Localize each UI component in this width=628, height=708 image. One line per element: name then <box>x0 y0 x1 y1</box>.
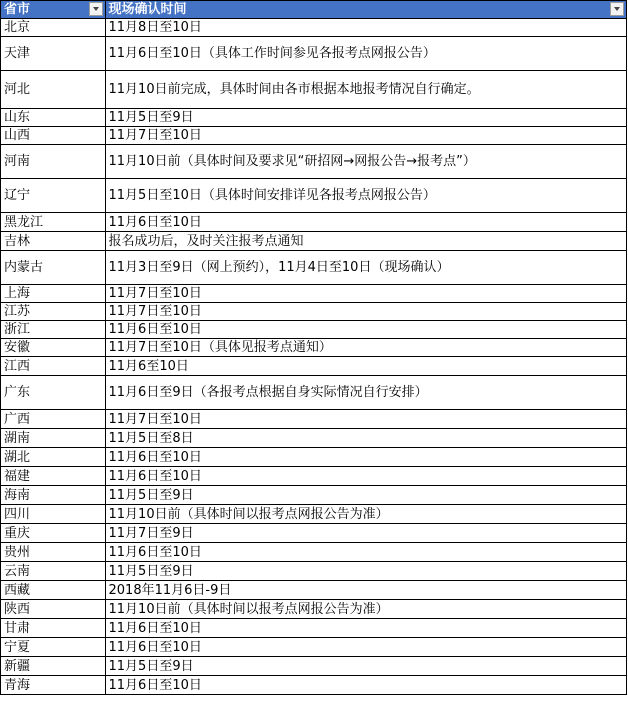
header-time <box>105 1 627 19</box>
province-cell[interactable]: 安徽 <box>1 339 106 357</box>
province-cell[interactable]: 陕西 <box>1 600 106 619</box>
province-cell[interactable]: 重庆 <box>1 524 106 543</box>
table-row <box>1 429 627 448</box>
table-row <box>1 524 627 543</box>
table-row <box>1 600 627 619</box>
time-cell[interactable]: 11月7日至10日（具体见报考点通知） <box>105 339 627 357</box>
province-cell[interactable]: 西藏 <box>1 581 106 600</box>
table-row <box>1 562 627 581</box>
table-row <box>1 179 627 213</box>
time-cell[interactable]: 11月6日至10日 <box>105 448 627 467</box>
time-cell[interactable]: 11月5日至9日 <box>105 562 627 581</box>
time-cell[interactable]: 11月6日至10日 <box>105 676 627 695</box>
province-cell[interactable]: 山西 <box>1 127 106 145</box>
table-row <box>1 232 627 251</box>
table-row <box>1 37 627 71</box>
table-row <box>1 505 627 524</box>
province-cell[interactable]: 浙江 <box>1 321 106 339</box>
time-cell[interactable]: 11月7日至10日 <box>105 127 627 145</box>
time-cell[interactable]: 11月6至10日 <box>105 357 627 376</box>
table-row <box>1 145 627 179</box>
table-row <box>1 657 627 676</box>
table-row <box>1 638 627 657</box>
time-cell[interactable]: 2018年11月6日-9日 <box>105 581 627 600</box>
time-cell[interactable]: 报名成功后，及时关注报考点通知 <box>105 232 627 251</box>
table-row <box>1 410 627 429</box>
province-cell[interactable]: 山东 <box>1 109 106 127</box>
header-row <box>1 1 627 19</box>
table-row <box>1 19 627 37</box>
table-row <box>1 486 627 505</box>
time-cell[interactable]: 11月6日至10日（具体工作时间参见各报考点网报公告） <box>105 37 627 71</box>
table-row <box>1 619 627 638</box>
province-cell[interactable]: 河南 <box>1 145 106 179</box>
table-row <box>1 71 627 109</box>
table-row <box>1 251 627 285</box>
time-cell[interactable]: 11月6日至10日 <box>105 543 627 562</box>
province-cell[interactable]: 辽宁 <box>1 179 106 213</box>
header-time-label: 现场确认时间 <box>108 2 187 17</box>
time-cell[interactable]: 11月6日至10日 <box>105 638 627 657</box>
time-cell[interactable]: 11月6日至10日 <box>105 619 627 638</box>
time-cell[interactable]: 11月6日至10日 <box>105 467 627 486</box>
header-province <box>1 1 106 19</box>
province-cell[interactable]: 福建 <box>1 467 106 486</box>
province-cell[interactable]: 河北 <box>1 71 106 109</box>
province-cell[interactable]: 广西 <box>1 410 106 429</box>
province-cell[interactable]: 黑龙江 <box>1 213 106 232</box>
time-cell[interactable]: 11月6日至10日 <box>105 213 627 232</box>
province-cell[interactable]: 云南 <box>1 562 106 581</box>
time-cell[interactable]: 11月10日前（具体时间及要求见“研招网→网报公告→报考点”） <box>105 145 627 179</box>
table-row <box>1 581 627 600</box>
time-cell[interactable]: 11月3日至9日（网上预约），11月4日至10日（现场确认） <box>105 251 627 285</box>
province-cell[interactable]: 内蒙古 <box>1 251 106 285</box>
province-cell[interactable]: 湖南 <box>1 429 106 448</box>
time-cell[interactable]: 11月7日至10日 <box>105 303 627 321</box>
province-cell[interactable]: 天津 <box>1 37 106 71</box>
table-row <box>1 321 627 339</box>
table-row <box>1 448 627 467</box>
province-cell[interactable]: 广东 <box>1 376 106 410</box>
time-cell[interactable]: 11月10日前（具体时间以报考点网报公告为准） <box>105 505 627 524</box>
province-cell[interactable]: 湖北 <box>1 448 106 467</box>
time-cell[interactable]: 11月8日至10日 <box>105 19 627 37</box>
table-row <box>1 543 627 562</box>
time-cell[interactable]: 11月7日至10日 <box>105 410 627 429</box>
table-row <box>1 213 627 232</box>
province-cell[interactable]: 新疆 <box>1 657 106 676</box>
time-cell[interactable]: 11月5日至10日（具体时间安排详见各报考点网报公告） <box>105 179 627 213</box>
time-cell[interactable]: 11月7日至10日 <box>105 285 627 303</box>
table-row <box>1 676 627 695</box>
time-cell[interactable]: 11月6日至9日（各报考点根据自身实际情况自行安排） <box>105 376 627 410</box>
table-row <box>1 127 627 145</box>
province-cell[interactable]: 吉林 <box>1 232 106 251</box>
table-row <box>1 339 627 357</box>
province-cell[interactable]: 贵州 <box>1 543 106 562</box>
table-row <box>1 357 627 376</box>
province-cell[interactable]: 上海 <box>1 285 106 303</box>
table-row <box>1 376 627 410</box>
time-cell[interactable]: 11月5日至9日 <box>105 657 627 676</box>
header-province-label: 省市 <box>4 2 31 17</box>
table-row <box>1 109 627 127</box>
table-row <box>1 285 627 303</box>
time-cell[interactable]: 11月7日至9日 <box>105 524 627 543</box>
province-cell[interactable]: 江西 <box>1 357 106 376</box>
province-cell[interactable]: 北京 <box>1 19 106 37</box>
province-cell[interactable]: 海南 <box>1 486 106 505</box>
province-cell[interactable]: 四川 <box>1 505 106 524</box>
province-cell[interactable]: 宁夏 <box>1 638 106 657</box>
filter-dropdown-icon[interactable] <box>89 2 103 16</box>
time-cell[interactable]: 11月6日至10日 <box>105 321 627 339</box>
time-cell[interactable]: 11月10日前（具体时间以报考点网报公告为准） <box>105 600 627 619</box>
province-cell[interactable]: 甘肃 <box>1 619 106 638</box>
filter-dropdown-icon[interactable] <box>610 2 624 16</box>
time-cell[interactable]: 11月5日至9日 <box>105 486 627 505</box>
time-cell[interactable]: 11月5日至8日 <box>105 429 627 448</box>
province-cell[interactable]: 青海 <box>1 676 106 695</box>
time-cell[interactable]: 11月5日至9日 <box>105 109 627 127</box>
table-row <box>1 467 627 486</box>
province-cell[interactable]: 江苏 <box>1 303 106 321</box>
table-row <box>1 303 627 321</box>
time-cell[interactable]: 11月10日前完成，具体时间由各市根据本地报考情况自行确定。 <box>105 71 627 109</box>
